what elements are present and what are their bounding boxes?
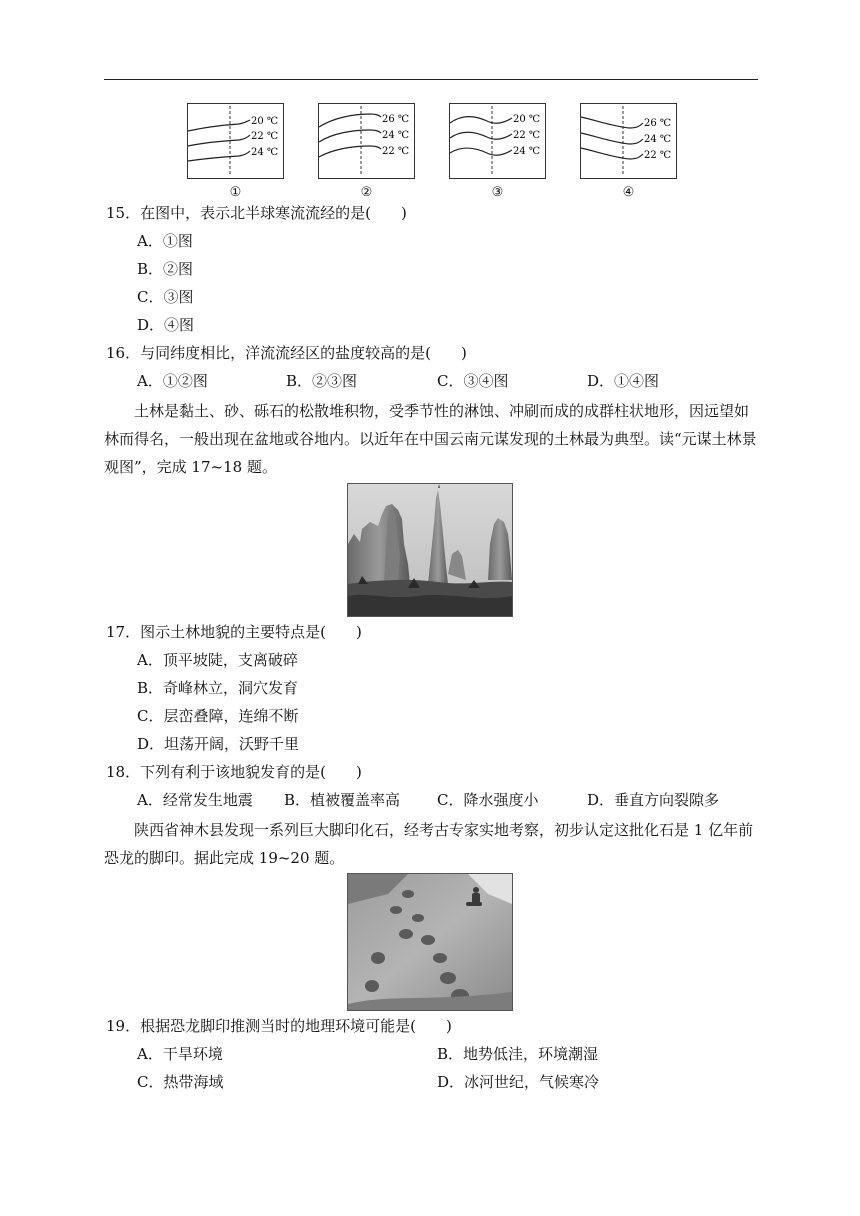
temp-label: 20 ℃ (251, 116, 279, 127)
question-17-stem: 17．图示土林地貌的主要特点是( ) (106, 623, 362, 641)
temp-label: 22 ℃ (382, 146, 410, 157)
temp-label: 26 ℃ (382, 114, 410, 125)
diagram-label: ② (360, 185, 373, 200)
temp-label: 22 ℃ (251, 131, 279, 142)
question-16-option-c: C．③④图 (437, 372, 509, 390)
diagram-label: ③ (491, 185, 504, 200)
passage-earth-forest: 土林是黏土、砂、砾石的松散堆积物，受季节性的淋蚀、冲刷而成的成群柱状地形，因远望如林而得名，一般出现在盆地或谷地内。以近年在中国云南元谋发现的土林最为典型。读“元谋土林景观图”，完成 17~18 题。 (104, 402, 757, 476)
temp-label: 20 ℃ (513, 114, 541, 125)
question-19-stem: 19．根据恐龙脚印推测当时的地理环境可能是( ) (106, 1017, 452, 1035)
question-17-option-d: D．坦荡开阔，沃野千里 (137, 735, 300, 753)
temp-label: 24 ℃ (513, 146, 541, 157)
question-15-option-c: C．③图 (137, 288, 194, 306)
question-18-option-a: A．经常发生地震 (137, 791, 253, 809)
question-17-option-b: B．奇峰林立，洞穴发育 (137, 679, 299, 697)
header-rule (104, 79, 758, 80)
temp-label: 22 ℃ (644, 150, 672, 161)
temp-label: 24 ℃ (251, 147, 279, 158)
isotherm-diagrams (0, 103, 860, 203)
question-19-option-b: B．地势低洼，环境潮湿 (437, 1045, 599, 1063)
question-18-option-b: B．植被覆盖率高 (284, 791, 401, 809)
passage-dinosaur-footprints: 陕西省神木县发现一系列巨大脚印化石，经考古专家实地考察，初步认定这批化石是 1 亿年前恐龙的脚印。据此完成 19~20 题。 (104, 821, 754, 867)
diagram-label: ① (229, 185, 242, 200)
question-18-options (0, 790, 860, 810)
question-16-option-b: B．②③图 (286, 372, 358, 390)
question-15-option-b: B．②图 (137, 260, 194, 278)
temp-label: 24 ℃ (644, 134, 672, 145)
isotherm-diagram-2 (318, 103, 415, 200)
question-19-option-c: C．热带海域 (137, 1073, 224, 1091)
earth-forest-photo (347, 483, 513, 617)
question-15-stem: 15．在图中，表示北半球寒流流经的是( ) (106, 204, 407, 222)
isotherm-diagram-4 (580, 103, 677, 200)
question-18-option-c: C．降水强度小 (437, 791, 539, 809)
question-19-option-d: D．冰河世纪，气候寒冷 (437, 1073, 600, 1091)
question-15-option-a: A．①图 (137, 232, 193, 250)
isotherm-diagram-1 (187, 103, 284, 200)
question-16-option-a: A．①②图 (137, 372, 208, 390)
temp-label: 22 ℃ (513, 130, 541, 141)
temp-label: 26 ℃ (644, 118, 672, 129)
isotherm-diagram-3 (449, 103, 546, 200)
question-18-stem: 18．下列有利于该地貌发育的是( ) (106, 763, 362, 781)
question-16-options (0, 371, 860, 391)
question-19-option-a: A．干旱环境 (137, 1045, 223, 1063)
question-18-option-d: D．垂直方向裂隙多 (587, 791, 720, 809)
question-15-option-d: D．④图 (137, 316, 195, 334)
question-16-option-d: D．①④图 (587, 372, 660, 390)
question-17-option-c: C．层峦叠障，连绵不断 (137, 707, 299, 725)
diagram-label: ④ (622, 185, 635, 200)
dinosaur-footprints-photo (347, 873, 513, 1011)
question-17-option-a: A．顶平坡陡，支离破碎 (137, 651, 298, 669)
temp-label: 24 ℃ (382, 130, 410, 141)
question-16-stem: 16．与同纬度相比，洋流流经区的盐度较高的是( ) (106, 344, 467, 362)
